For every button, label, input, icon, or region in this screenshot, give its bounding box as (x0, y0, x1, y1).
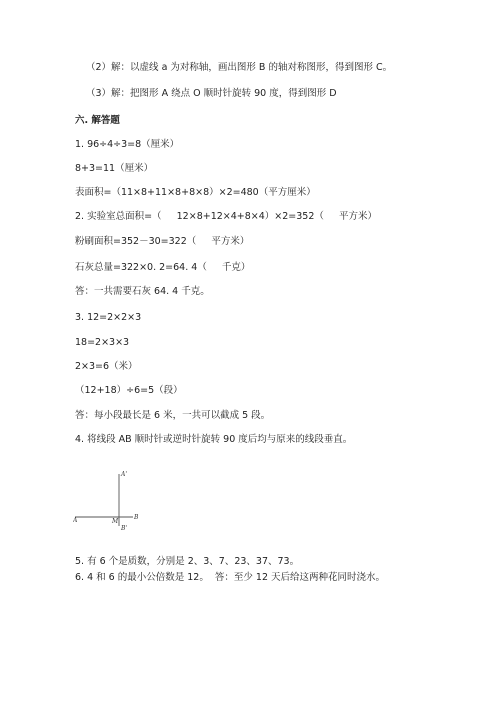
q1-step3: 表面积=（11×8+11×8+8×8）×2=480（平方厘米） (75, 187, 316, 198)
section-heading: 六. 解答题 (75, 115, 120, 126)
label-b-prime: B' (121, 525, 128, 532)
q4-text: 4. 将线段 AB 顺时针或逆时针旋转 90 度后均与原来的线段垂直。 (75, 434, 353, 445)
q2-step2: 粉刷面积=352－30=322（ 平方米） (75, 236, 250, 247)
q3-step1: 3. 12=2×2×3 (75, 312, 142, 323)
label-m: M (112, 518, 119, 525)
q3-answer: 答：每小段最长是 6 米，一共可以截成 5 段。 (75, 410, 271, 421)
answer-2-text: （2）解：以虚线 a 为对称轴，画出图形 B 的轴对称图形，得到图形 C。 (86, 62, 393, 73)
q2-step3: 石灰总量=322×0. 2=64. 4（ 千克） (75, 262, 251, 273)
q2-step1: 2. 实验室总面积=（ 12×8+12×4+8×4）×2=352（ 平方米） (75, 211, 377, 222)
label-a-prime: A' (121, 471, 127, 478)
answer-3-text: （3）解：把图形 A 绕点 O 顺时针旋转 90 度，得到图形 D (86, 88, 337, 99)
label-a: A (73, 517, 78, 524)
q5-text: 5. 有 6 个是质数，分别是 2、3、7、23、37、73。 (75, 556, 300, 567)
q1-step1: 1. 96÷4÷3=8（厘米） (75, 139, 180, 150)
q3-step2: 18=2×3×3 (75, 337, 130, 348)
q3-step3: 2×3=6（米） (75, 361, 138, 372)
q2-answer: 答：一共需要石灰 64. 4 千克。 (75, 286, 210, 297)
q3-step4: （12+18）÷6=5（段） (75, 385, 183, 396)
q6-text: 6. 4 和 6 的最小公倍数是 12。 答：至少 12 天后给这两种花同时浇水。 (75, 572, 386, 583)
q1-step2: 8+3=11（厘米） (75, 163, 154, 174)
label-b: B (134, 514, 139, 521)
rotation-figure (73, 466, 153, 534)
